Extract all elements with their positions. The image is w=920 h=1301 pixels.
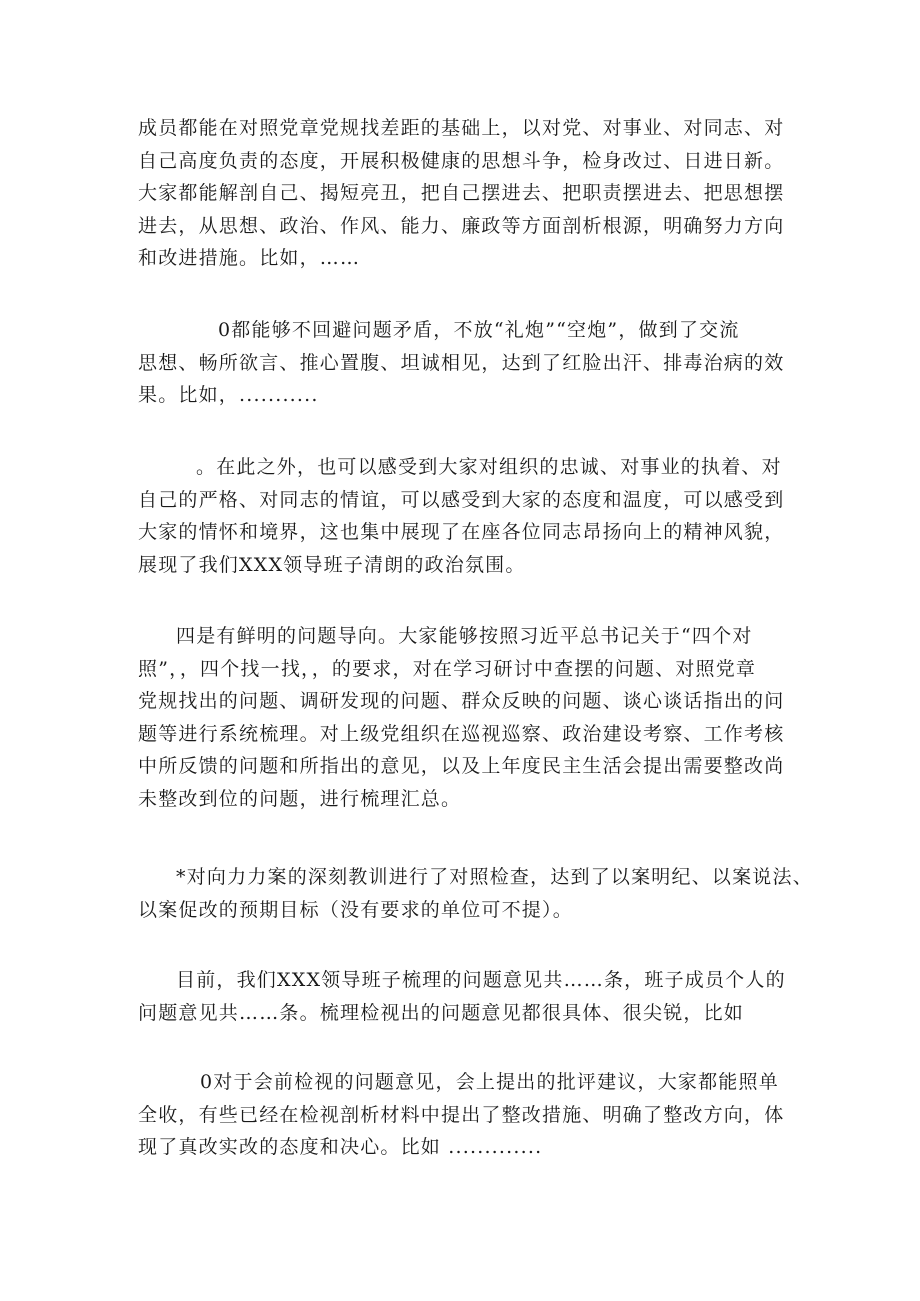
paragraph-3 — [138, 451, 788, 581]
text-line: 果。比如，........... — [138, 384, 319, 406]
paragraph-6 — [138, 964, 788, 1029]
text-line: 问题意见共……条。梳理检视出的问题意见都很具体、很尖锐，比如 — [138, 1001, 745, 1024]
text-line: *对向力力案的深刻教训进行了对照检查，达到了以案明纪、以案说法、 — [176, 866, 813, 888]
text-line: 0都能够不回避问题矛盾，不放“礼炮”“空炮”，做到了交流 — [218, 319, 740, 341]
text-line: 目前，我们XXX领导班子梳理的问题意见共……条，班子成员个人的 — [176, 969, 786, 991]
text-line: 全收，有些已经在检视剖析材料中提出了整改措施、明确了整改方向，体 — [138, 1103, 785, 1126]
paragraph-2 — [138, 314, 788, 412]
text-line: 中所反馈的问题和所指出的意见，以及上年度民主生活会提出需要整改尚 — [138, 755, 785, 777]
text-line: 题等进行系统梳理。对上级党组织在巡视巡察、政治建设考察、工作考核 — [138, 722, 785, 745]
text-line: 大家都能解剖自己、揭短亮丑，把自己摆进去、把职责摆进去、把思想摆 — [138, 182, 785, 204]
text-line: 四是有鲜明的问题导向。大家能够按照习近平总书记关于“四个对 — [176, 625, 753, 647]
paragraph-4 — [138, 620, 788, 815]
text-line: 照”，，四个找一找，，的要求，对在学习研讨中查摆的问题、对照党章 — [138, 657, 757, 680]
text-line: 现了真改实改的态度和决心。比如 ............. — [138, 1136, 543, 1158]
text-line: 0对于会前检视的问题意见，会上提出的批评建议，大家都能照单 — [200, 1071, 779, 1093]
paragraph-5 — [138, 861, 813, 926]
text-line: 大家的情怀和境界，这也集中展现了在座各位同志昂扬向上的精神风貌， — [138, 521, 785, 543]
text-line: 党规找出的问题、调研发现的问题、群众反映的问题、谈心谈话指出的问 — [138, 690, 785, 712]
text-line: 和改进措施。比如，…… — [138, 247, 361, 269]
text-line: 未整改到位的问题，进行梳理汇总。 — [138, 787, 462, 810]
text-line: 进去，从思想、政治、作风、能力、廉政等方面剖析根源，明确努力方向 — [138, 214, 785, 237]
text-line: 展现了我们XXX领导班子清朗的政治氛围。 — [138, 553, 526, 576]
text-line: 思想、畅所欲言、推心置腹、坦诚相见，达到了红脸出汗、排毒治病的效 — [138, 351, 785, 374]
text-line: 自己的严格、对同志的情谊，可以感受到大家的态度和温度，可以感受到 — [138, 488, 785, 511]
text-line: 成员都能在对照党章党规找差距的基础上，以对党、对事业、对同志、对 — [138, 117, 785, 139]
paragraph-1 — [138, 112, 788, 275]
paragraph-7 — [138, 1066, 788, 1164]
text-line: 自己高度负责的态度，开展积极健康的思想斗争，检身改过、日进日新。 — [138, 149, 785, 172]
text-line: 。在此之外，也可以感受到大家对组织的忠诚、对事业的执着、对 — [196, 456, 782, 478]
text-line: 以案促改的预期目标（没有要求的单位可不提）。 — [138, 898, 573, 921]
